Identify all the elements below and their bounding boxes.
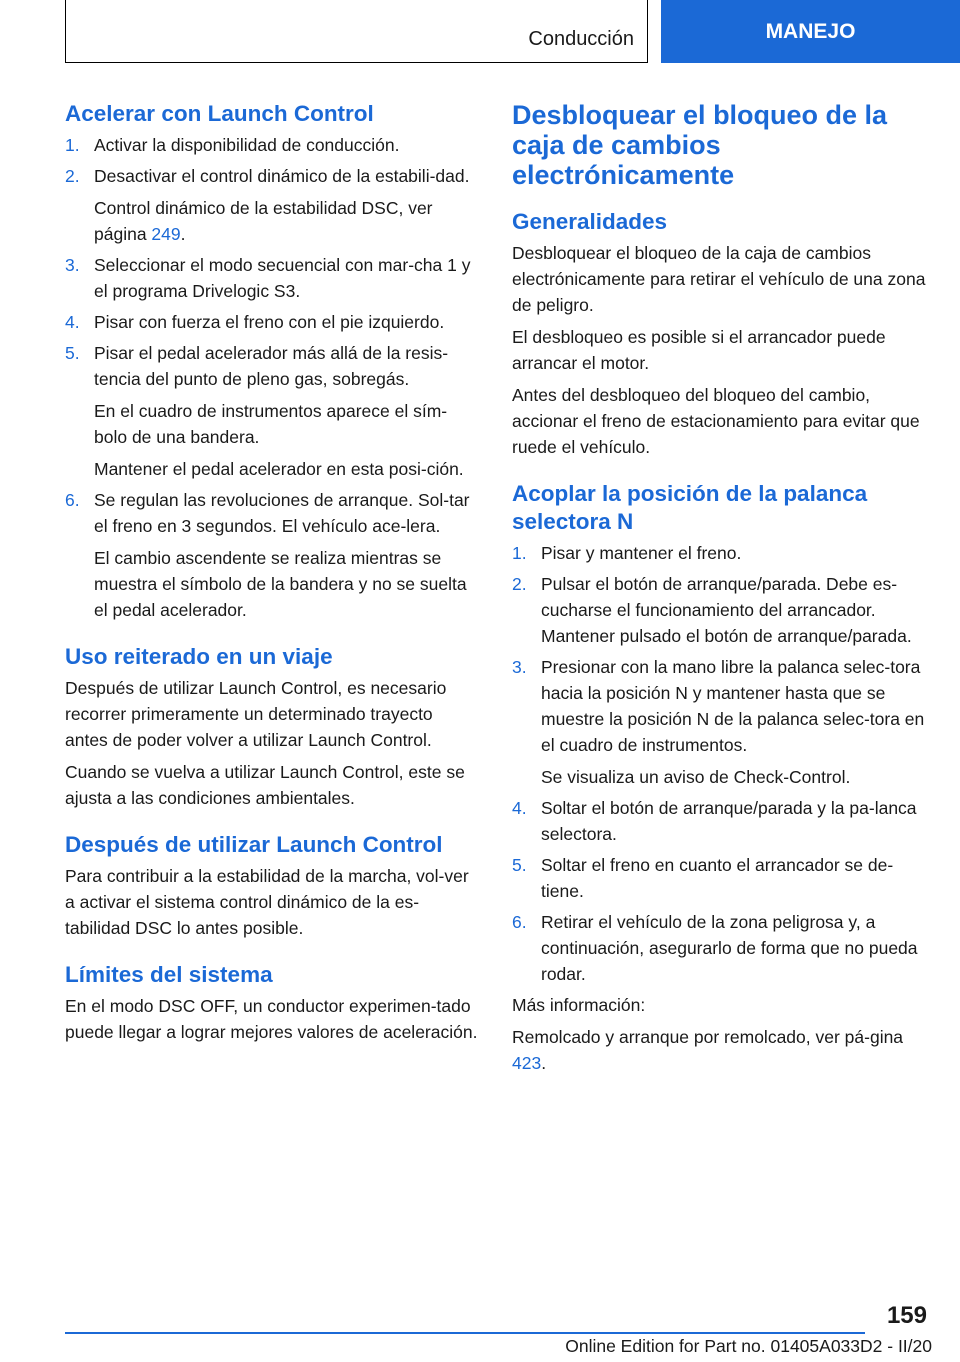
repeat-paragraph: Cuando se vuelva a utilizar Launch Control, este se ajusta a las condiciones ambientales. [65,762,465,808]
more-info-text: Remolcado y arranque por remolcado, ver pá-gina [512,1027,904,1047]
repeat-paragraph: Después de utilizar Launch Control, es necesario recorrer primeramente un determinado trayecto antes de poder volver a utilizar Launch Control. [65,678,447,750]
general-title: Generalidades [512,209,668,234]
step-text: Retirar el vehículo de la zona peligrosa y, a continuación, asegurarlo de forma que no pueda rodar. [541,912,918,984]
footer-divider [65,1332,865,1334]
step-number: 1. [65,135,80,155]
step-text: Soltar el freno en cuanto el arrancador se de-tiene. [541,855,894,901]
step-text: Pisar con fuerza el freno con el pie izquierdo. [94,312,445,332]
step-number: 5. [512,855,527,875]
page-number: 159 [886,1302,927,1329]
step-note [94,195,480,247]
list-item [512,852,927,904]
limits-section [65,961,480,1045]
after-section [65,831,480,941]
after-title: Después de utilizar Launch Control [65,832,443,857]
more-info-end: . [541,1053,547,1073]
step-number: 2. [512,574,527,594]
step-text: Se regulan las revoluciones de arranque. Sol-tar el freno en 3 segundos. El vehículo ace-lera. [94,490,470,536]
right-column [512,100,927,1096]
more-info-reference [512,1024,927,1076]
step-number: 3. [512,657,527,677]
step-text: Pulsar el botón de arranque/parada. Debe es-cucharse el funcionamiento del arrancador. Mantener pulsado el botón de arranque/parada. [541,574,912,646]
footer-edition: Online Edition for Part no. 01405A033D2 - II/20 [565,1336,932,1356]
main-title: Desbloquear el bloqueo de la caja de cambios electrónicamente [512,100,888,190]
step-number: 6. [65,490,80,510]
step-number: 5. [65,343,80,363]
step-note: Mantener el pedal acelerador en esta posi-ción. [94,459,464,479]
more-info-label: Más información: [512,995,646,1015]
step-number: 6. [512,912,527,932]
list-item [65,340,480,482]
step-text: Presionar con la mano libre la palanca selec-tora hacia la posición N y mantener hasta que se muestre la posición N de la palanca selec-tora en el cuadro de instrumentos. [541,657,925,755]
list-item [512,909,927,987]
step-text: Seleccionar el modo secuencial con mar-cha 1 y el programa Drivelogic S3. [94,255,471,301]
couple-steps [512,540,927,987]
page-link[interactable]: 423 [512,1053,542,1073]
limits-title: Límites del sistema [65,962,273,987]
section-title: Conducción [528,28,634,50]
list-item [512,540,927,566]
list-item [65,487,480,623]
general-paragraph: Antes del desbloqueo del bloqueo del cambio, accionar el freno de estacionamiento para evitar que ruede el vehículo. [512,385,920,457]
step-number: 3. [65,255,80,275]
step-note: El cambio ascendente se realiza mientras se muestra el símbolo de la bandera y no se suelta el pedal acelerador. [94,548,467,620]
couple-section [512,480,927,1076]
step-text: Pisar y mantener el freno. [541,543,742,563]
page-link[interactable]: 249 [151,224,181,244]
left-column [65,100,480,1065]
step-text: Activar la disponibilidad de conducción. [94,135,400,155]
list-item [512,571,927,649]
step-number: 2. [65,166,80,186]
list-item [65,163,480,247]
list-item [65,252,480,304]
step-text: Pisar el pedal acelerador más allá de la resis-tencia del punto de pleno gas, sobregás. [94,343,449,389]
list-item [65,132,480,158]
couple-title: Acoplar la posición de la palanca selectora N [512,481,868,534]
after-paragraph: Para contribuir a la estabilidad de la marcha, vol-ver a activar el sistema control dinámico de la es-tabilidad DSC lo antes posible. [65,866,469,938]
chapter-label: MANEJO [765,19,856,43]
launch-steps [65,132,480,623]
launch-title: Acelerar con Launch Control [65,101,374,126]
step-note: En el cuadro de instrumentos aparece el sím-bolo de una bandera. [94,401,448,447]
list-item [512,654,927,790]
repeat-title: Uso reiterado en un viaje [65,644,333,669]
launch-section [65,100,480,623]
step-number: 1. [512,543,527,563]
limits-paragraph: En el modo DSC OFF, un conductor experimen-tado puede llegar a lograr mejores valores de aceleración. [65,996,478,1042]
chapter-tab[interactable] [661,0,960,63]
step-text: Soltar el botón de arranque/parada y la pa-lanca selectora. [541,798,917,844]
general-paragraph: El desbloqueo es posible si el arrancador puede arrancar el motor. [512,327,886,373]
step-number: 4. [65,312,80,332]
step-note-text: Control dinámico de la estabilidad DSC, ver página [94,198,433,244]
header-section-box [65,0,648,63]
step-note: Se visualiza un aviso de Check-Control. [541,767,851,787]
repeat-section [65,643,480,811]
step-note-end: . [180,224,186,244]
general-section [512,208,927,460]
list-item [65,309,480,335]
list-item [512,795,927,847]
step-number: 4. [512,798,527,818]
step-text: Desactivar el control dinámico de la estabili-dad. [94,166,470,186]
general-paragraph: Desbloquear el bloqueo de la caja de cambios electrónicamente para retirar el vehículo de una zona de peligro. [512,243,926,315]
